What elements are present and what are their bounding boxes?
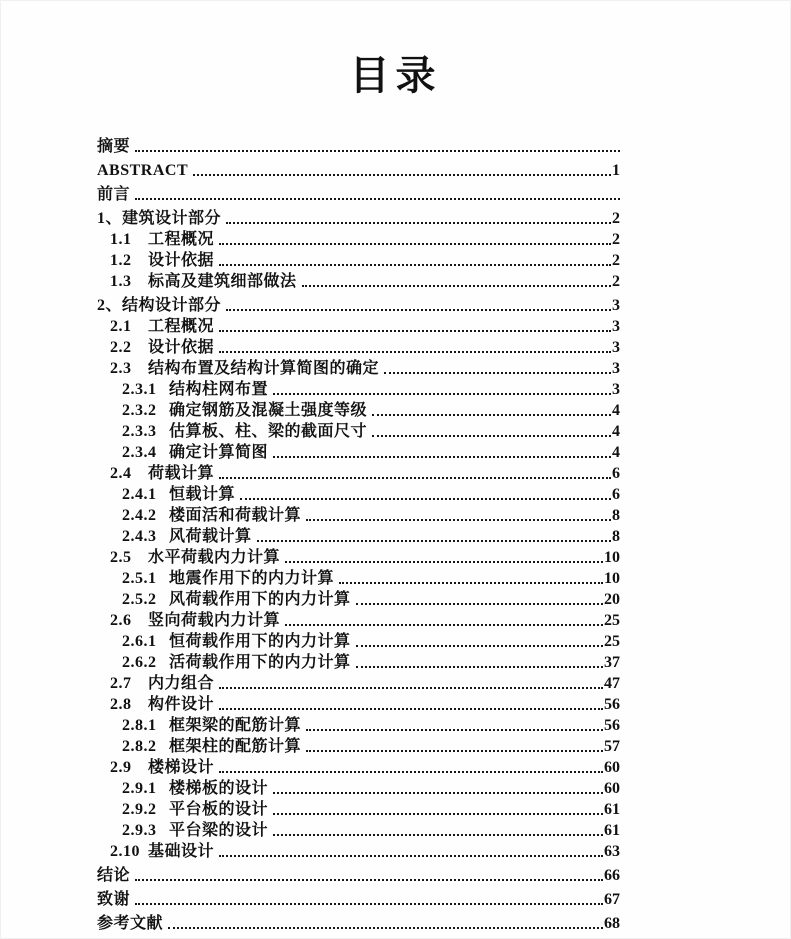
entry-label: 确定计算简图 <box>169 443 269 461</box>
entry-number: 2.6.1 <box>122 632 157 650</box>
toc-entry <box>97 291 620 315</box>
dot-leader <box>372 435 611 437</box>
toc-entry <box>97 357 620 378</box>
toc-entry <box>97 630 620 651</box>
dot-leader <box>257 540 611 542</box>
toc-entry <box>97 756 620 777</box>
entry-label: 楼梯板的设计 <box>169 779 269 797</box>
page-number: 68 <box>604 914 620 932</box>
dot-leader <box>226 222 611 224</box>
entry-number: 2.9 <box>110 758 132 776</box>
toc-entry <box>97 270 620 291</box>
dot-leader <box>273 456 611 458</box>
entry-label: 2、结构设计部分 <box>97 296 222 314</box>
page-number: 60 <box>604 779 620 797</box>
dot-leader <box>306 729 603 731</box>
entry-label: 结论 <box>97 866 131 884</box>
entry-label: 构件设计 <box>148 695 215 713</box>
entry-label: 致谢 <box>97 890 131 908</box>
dot-leader <box>306 519 611 521</box>
dot-leader <box>306 750 603 752</box>
toc-entry <box>97 228 620 249</box>
entry-number: 2.4.2 <box>122 506 157 524</box>
toc-entry <box>97 483 620 504</box>
entry-number: 2.5.2 <box>122 590 157 608</box>
entry-number: 2.9.1 <box>122 779 157 797</box>
entry-label: 设计依据 <box>148 338 215 356</box>
page-number: 2 <box>612 230 620 248</box>
toc-entry <box>97 588 620 609</box>
dot-leader <box>219 243 611 245</box>
dot-leader <box>219 855 603 857</box>
page-number: 3 <box>612 317 620 335</box>
entry-label: 内力组合 <box>148 674 215 692</box>
toc-entry <box>97 777 620 798</box>
dot-leader <box>273 834 603 836</box>
dot-leader <box>285 624 603 626</box>
toc-entry <box>97 462 620 483</box>
page-number: 61 <box>604 800 620 818</box>
entry-label: 活荷载作用下的内力计算 <box>169 653 351 671</box>
page-number: 10 <box>604 548 620 566</box>
dot-leader <box>285 561 603 563</box>
page-number: 63 <box>604 842 620 860</box>
dot-leader <box>356 603 603 605</box>
entry-label: 1、建筑设计部分 <box>97 209 222 227</box>
toc-entry <box>97 180 620 204</box>
dot-leader <box>372 414 611 416</box>
entry-number: 2.6.2 <box>122 653 157 671</box>
page-number: 47 <box>604 674 620 692</box>
dot-leader <box>219 687 603 689</box>
entry-label: 水平荷载内力计算 <box>148 548 281 566</box>
toc-list <box>0 132 791 933</box>
entry-number: 2.3 <box>110 359 132 377</box>
toc-entry <box>97 609 620 630</box>
toc-entry <box>97 204 620 228</box>
dot-leader <box>273 792 603 794</box>
entry-label: 荷载计算 <box>148 464 215 482</box>
entry-label: 工程概况 <box>148 230 215 248</box>
entry-label: 估算板、柱、梁的截面尺寸 <box>169 422 368 440</box>
toc-entry <box>97 525 620 546</box>
toc-entry <box>97 336 620 357</box>
entry-number: 2.8.2 <box>122 737 157 755</box>
entry-label: 恒载计算 <box>169 485 236 503</box>
entry-label: 框架柱的配筋计算 <box>169 737 302 755</box>
dot-leader <box>339 582 603 584</box>
entry-label: 参考文献 <box>97 914 164 932</box>
dot-leader <box>240 498 611 500</box>
dot-leader <box>384 372 611 374</box>
toc-entry <box>97 567 620 588</box>
page-number: 4 <box>612 422 620 440</box>
page-number: 61 <box>604 821 620 839</box>
entry-number: 2.9.2 <box>122 800 157 818</box>
entry-number: 2.1 <box>110 317 132 335</box>
toc-entry <box>97 378 620 399</box>
entry-number: 1.2 <box>110 251 132 269</box>
toc-entry <box>97 315 620 336</box>
entry-label: 平台梁的设计 <box>169 821 269 839</box>
entry-number: 2.4.1 <box>122 485 157 503</box>
dot-leader <box>219 351 611 353</box>
page-number: 3 <box>612 380 620 398</box>
entry-number: 2.3.1 <box>122 380 157 398</box>
dot-leader <box>219 708 603 710</box>
dot-leader <box>168 927 603 929</box>
dot-leader <box>273 813 603 815</box>
dot-leader <box>135 198 620 200</box>
entry-label: 地震作用下的内力计算 <box>169 569 335 587</box>
entry-label: 风荷载计算 <box>169 527 252 545</box>
dot-leader <box>356 645 603 647</box>
page-number: 10 <box>604 569 620 587</box>
entry-number: 2.8.1 <box>122 716 157 734</box>
entry-number: 1.1 <box>110 230 132 248</box>
dot-leader <box>302 285 611 287</box>
dot-leader <box>219 330 611 332</box>
entry-label: 结构布置及结构计算简图的确定 <box>148 359 380 377</box>
entry-number: 2.2 <box>110 338 132 356</box>
toc-entry <box>97 735 620 756</box>
entry-label: 结构柱网布置 <box>169 380 269 398</box>
toc-entry <box>97 909 620 933</box>
entry-number: 1.3 <box>110 272 132 290</box>
dot-leader <box>219 477 611 479</box>
toc-entry <box>97 861 620 885</box>
entry-number: 2.3.2 <box>122 401 157 419</box>
dot-leader <box>135 150 620 152</box>
dot-leader <box>273 393 611 395</box>
toc-entry <box>97 840 620 861</box>
entry-number: 2.5 <box>110 548 132 566</box>
page-number: 25 <box>604 632 620 650</box>
toc-entry <box>97 546 620 567</box>
entry-label: 基础设计 <box>148 842 215 860</box>
page-number: 37 <box>604 653 620 671</box>
entry-number: 2.7 <box>110 674 132 692</box>
toc-entry <box>97 420 620 441</box>
toc-entry <box>97 441 620 462</box>
entry-label: 恒荷载作用下的内力计算 <box>169 632 351 650</box>
entry-label: 标高及建筑细部做法 <box>148 272 297 290</box>
entry-number: 2.3.4 <box>122 443 157 461</box>
page-number: 6 <box>612 485 620 503</box>
dot-leader <box>135 903 603 905</box>
page-number: 25 <box>604 611 620 629</box>
entry-number: 2.3.3 <box>122 422 157 440</box>
entry-number: 2.9.3 <box>122 821 157 839</box>
entry-label: 确定钢筋及混凝土强度等级 <box>169 401 368 419</box>
page-title: 目录 <box>349 53 442 98</box>
entry-label: 设计依据 <box>148 251 215 269</box>
toc-entry <box>97 132 620 156</box>
entry-label: 前言 <box>97 185 131 203</box>
entry-number: 2.5.1 <box>122 569 157 587</box>
page-number: 8 <box>612 527 620 545</box>
page-number: 6 <box>612 464 620 482</box>
toc-entry <box>97 693 620 714</box>
toc-entry <box>97 651 620 672</box>
page-number: 4 <box>612 443 620 461</box>
page-number: 67 <box>604 890 620 908</box>
entry-label: 平台板的设计 <box>169 800 269 818</box>
entry-label: 风荷载作用下的内力计算 <box>169 590 351 608</box>
dot-leader <box>135 879 603 881</box>
entry-label: 楼梯设计 <box>148 758 215 776</box>
entry-label: 竖向荷载内力计算 <box>148 611 281 629</box>
dot-leader <box>219 264 611 266</box>
page-number: 60 <box>604 758 620 776</box>
dot-leader <box>226 309 611 311</box>
page-number: 4 <box>612 401 620 419</box>
page-number: 66 <box>604 866 620 884</box>
entry-label: 摘要 <box>97 137 131 155</box>
entry-label: 工程概况 <box>148 317 215 335</box>
toc-entry <box>97 714 620 735</box>
entry-number: 2.8 <box>110 695 132 713</box>
toc-entry <box>97 249 620 270</box>
page-number: 8 <box>612 506 620 524</box>
page-number: 3 <box>612 359 620 377</box>
toc-entry <box>97 399 620 420</box>
toc-entry <box>97 672 620 693</box>
entry-number: 2.4 <box>110 464 132 482</box>
page-number: 56 <box>604 716 620 734</box>
entry-number: 2.6 <box>110 611 132 629</box>
entry-label: 框架梁的配筋计算 <box>169 716 302 734</box>
page-number: 56 <box>604 695 620 713</box>
toc-entry <box>97 504 620 525</box>
toc-entry <box>97 885 620 909</box>
page-number: 3 <box>612 296 620 314</box>
page-number: 3 <box>612 338 620 356</box>
dot-leader <box>219 771 603 773</box>
dot-leader <box>356 666 603 668</box>
page-number: 1 <box>612 161 620 179</box>
page-number: 57 <box>604 737 620 755</box>
toc-entry <box>97 819 620 840</box>
page-number: 2 <box>612 209 620 227</box>
page-number: 20 <box>604 590 620 608</box>
entry-label: 楼面活和荷载计算 <box>169 506 302 524</box>
entry-label: ABSTRACT <box>97 161 189 179</box>
toc-entry <box>97 156 620 180</box>
page-number: 2 <box>612 251 620 269</box>
toc-entry <box>97 798 620 819</box>
dot-leader <box>193 174 611 176</box>
page-number: 2 <box>612 272 620 290</box>
entry-number: 2.4.3 <box>122 527 157 545</box>
entry-number: 2.10 <box>110 842 140 860</box>
